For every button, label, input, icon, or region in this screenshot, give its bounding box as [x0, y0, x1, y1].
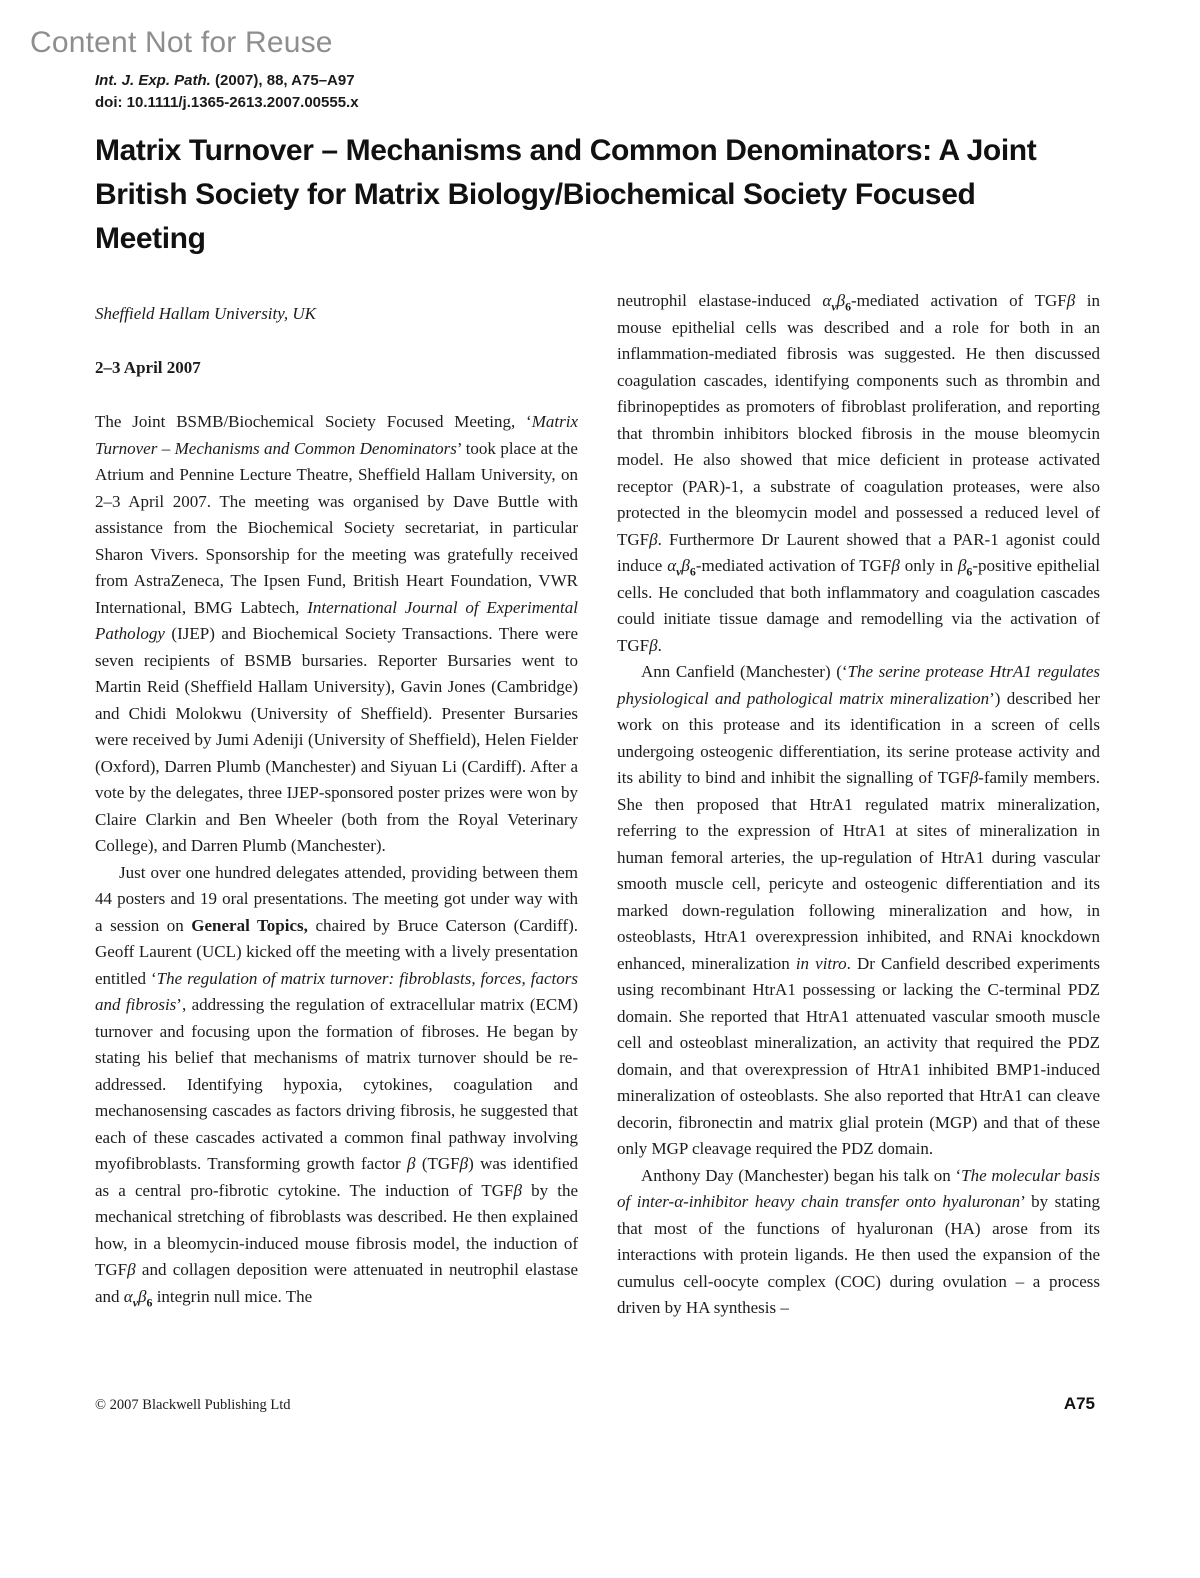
page-number: A75 [1063, 1394, 1095, 1413]
article-title-line-3: Meeting [95, 222, 206, 255]
citation-volume-pages: (2007), 88, A75–A97 [210, 72, 355, 89]
paragraph-general-topics: Just over one hundred delegates attended, providing between them 44 posters and 19 oral presentations. The meeting got under way with a session on General Topics, chaired by Bruce Caterson (Cardiff). Geoff Laurent (UCL) kicked off the meeting with a lively presentation entitled ‘The regulation of matrix turnover: fibroblasts, forces, factors and fibrosis’, addressing the regulation of extracellular matrix (ECM) turnover and focusing upon the formation of fibroses. He began by stating his belief that mechanisms of matrix turnover should be re-addressed. Identifying hypoxia, cytokines, coagulation and mechanosensing cascades as factors driving fibrosis, he suggested that each of these cascades activated a common final pathway involving myofibroblasts. Transforming growth factor β (TGFβ) was identified as a central pro-fibrotic cytokine. The induction of TGFβ by the mechanical stretching of fibroblasts was described. He then explained how, in a bleomycin-induced mouse fibrosis model, the induction of TGFβ and collagen deposition were attenuated in neutrophil elastase and $\alpha_v\beta_6$ integrin null mice. The [95, 862, 578, 1309]
watermark-text: Content Not for Reuse [30, 26, 333, 59]
citation-block [95, 70, 359, 114]
journal-abbreviation: Int. J. Exp. Path. [95, 72, 211, 89]
article-title [95, 129, 1036, 261]
left-column [95, 288, 578, 1310]
paragraph-intro: The Joint BSMB/Biochemical Society Focused Meeting, ‘Matrix Turnover – Mechanisms and Common Denominators’ took place at the Atrium and Pennine Lecture Theatre, Sheffield Hallam University, on 2–3 April 2007. The meeting was organised by Dave Buttle with assistance from the Biochemical Society secretariat, in particular Sharon Vivers. Sponsorship for the meeting was gratefully received from AstraZeneca, The Ipsen Fund, British Heart Foundation, VWR International, BMG Labtech, International Journal of Experimental Pathology (IJEP) and Biochemical Society Transactions. There were seven recipients of BSMB bursaries. Reporter Bursaries went to Martin Reid (Sheffield Hallam University), Gavin Jones (Cambridge) and Chidi Molokwu (University of Sheffield). Presenter Bursaries were received by Jumi Adeniji (University of Sheffield), Helen Fielder (Oxford), Darren Plumb (Manchester) and Siyuan Li (Cardiff). After a vote by the delegates, three IJEP-sponsored poster prizes were won by Claire Clarkin and Ben Wheeler (both from the Royal Veterinary College), and Darren Plumb (Manchester). [95, 412, 579, 855]
copyright-notice: © 2007 Blackwell Publishing Ltd [95, 1397, 291, 1413]
doi-line: doi: 10.1111/j.1365-2613.2007.00555.x [95, 94, 359, 111]
meeting-date: 2–3 April 2007 [95, 357, 201, 377]
article-title-line-2: British Society for Matrix Biology/Biochemical Society Focused [95, 178, 976, 211]
citation-line [95, 70, 359, 92]
article-title-line-1: Matrix Turnover – Mechanisms and Common Denominators: A Joint [95, 134, 1037, 167]
right-column [617, 288, 1100, 1322]
page-footer [95, 1394, 1095, 1414]
paragraph-canfield: Ann Canfield (Manchester) (‘The serine protease HtrA1 regulates physiological and pathological matrix mineralization’) described her work on this protease and its identification in a screen of cells undergoing osteogenic differentiation, its serine protease activity and its ability to bind and inhibit the signalling of TGFβ-family members. She then proposed that HtrA1 regulated matrix mineralization, referring to the expression of HtrA1 at sites of mineralization in human femoral arteries, the up-regulation of HtrA1 during vascular smooth muscle cell, pericyte and osteogenic differentiation and its marked down-regulation following mineralization and how, in osteoblasts, HtrA1 overexpression inhibited, and RNAi knockdown enhanced, mineralization in vitro. Dr Canfield described experiments using recombinant HtrA1 possessing or lacking the C-terminal PDZ domain. She reported that HtrA1 attenuated vascular smooth muscle cell and osteoblast mineralization, an activity that required the PDZ domain, and that overexpression of HtrA1 inhibited BMP1-induced mineralization of osteoblasts. She also reported that HtrA1 can cleave decorin, fibronectin and matrix glial protein (MGP) and that of these only MGP cleavage required the PDZ domain. [617, 662, 1101, 1158]
affiliation: Sheffield Hallam University, UK [95, 304, 316, 323]
paragraph-day: Anthony Day (Manchester) began his talk on ‘The molecular basis of inter-α-inhibitor heavy chain transfer onto hyaluronan’ by stating that most of the functions of hyaluronan (HA) arose from its interactions with protein ligands. He then used the expansion of the cumulus cell-oocyte complex (COC) during ovulation – a process driven by HA synthesis – [617, 1165, 1101, 1317]
paragraph-laurent-continued: neutrophil elastase-induced $\alpha_v\beta_6$-mediated activation of TGFβ in mouse epithelial cells was described and a role for both in an inflammation-mediated fibrosis was suggested. He then discussed coagulation cascades, identifying components such as thrombin and fibrinopeptides as promoters of fibroblast proliferation, and reporting that thrombin inhibitors blocked fibrosis in the mouse bleomycin model. He also showed that mice deficient in protease activated receptor (PAR)-1, a substrate of coagulation proteases, were also protected in the bleomycin model and possessed a reduced level of TGFβ. Furthermore Dr Laurent showed that a PAR-1 agonist could induce $\alpha_v\beta_6$-mediated activation of TGFβ only in $\beta_6$-positive epithelial cells. He concluded that both inflammatory and coagulation cascades could initiate tissue damage and remodelling via the activation of TGFβ. [617, 291, 1100, 655]
